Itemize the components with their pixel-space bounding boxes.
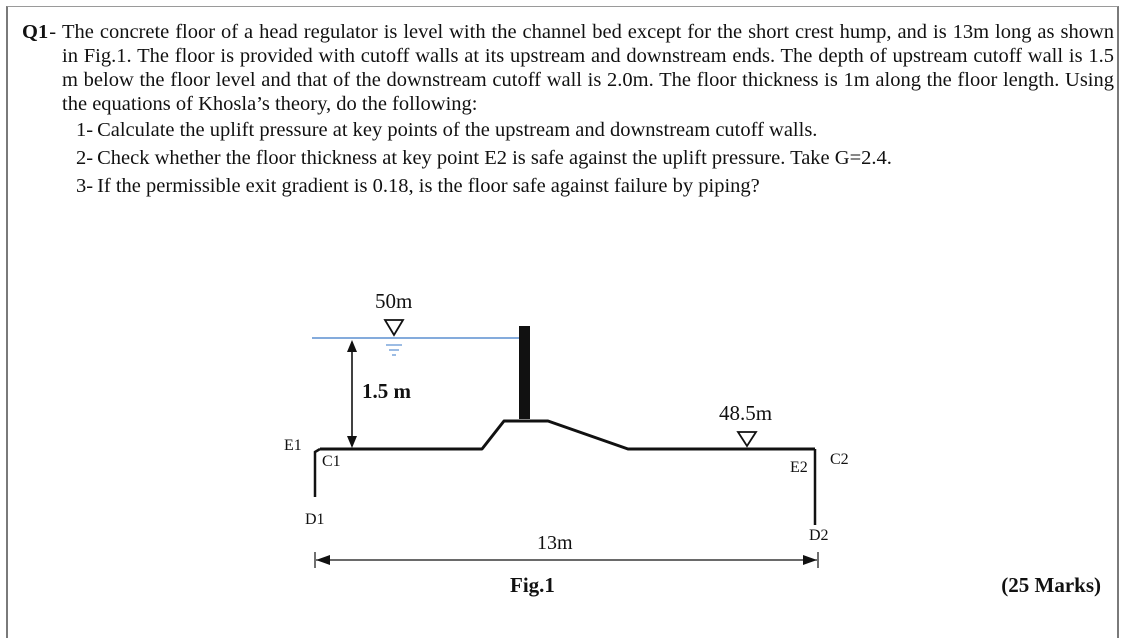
- point-d1-label: D1: [305, 511, 325, 528]
- task-text: Check whether the floor thickness at key point E2 is safe against the uplift pressure. Take G=2.4.: [97, 147, 892, 169]
- point-c2-label: C2: [830, 451, 849, 468]
- question-text: The concrete floor of a head regulator is level with the channel bed except for the short crest hump, and is 13m long as shown in Fig.1. The floor is provided with cutoff walls at its upstream and downstream ends. The depth of upstream cutoff wall is 1.5 m below the floor level and that of the downstream cutoff wall is 2.0m. The floor thickness is 1m along the floor length. Using the equations of Khosla’s theory, do the following:: [62, 21, 1114, 115]
- task-number: 2-: [76, 147, 94, 169]
- task-text: Calculate the uplift pressure at key points of the upstream and downstream cutoff walls.: [97, 119, 818, 141]
- point-d2-label: D2: [809, 527, 829, 544]
- task-text: If the permissible exit gradient is 0.18, is the floor safe against failure by piping?: [97, 175, 760, 197]
- upstream-cutoff-wall: [315, 449, 320, 497]
- downstream-level-symbol: [738, 432, 756, 446]
- task-number: 3-: [76, 175, 94, 197]
- length-arrow-left: [316, 555, 330, 565]
- upstream-level-label: 50m: [375, 289, 413, 313]
- marks-label: (25 Marks): [1001, 573, 1101, 597]
- task-number: 1-: [76, 119, 94, 141]
- question-label: Q1: [22, 21, 49, 43]
- question-dash: -: [49, 21, 57, 43]
- downstream-level-label: 48.5m: [719, 401, 773, 425]
- head-arrow-top: [347, 340, 357, 352]
- floor-length-label: 13m: [537, 532, 573, 554]
- head-label: 1.5 m: [362, 379, 411, 403]
- length-arrow-right: [803, 555, 817, 565]
- gate-pier: [519, 326, 530, 419]
- head-arrow-bottom: [347, 436, 357, 448]
- point-e1-label: E1: [284, 437, 302, 454]
- figure-caption: Fig.1: [510, 573, 555, 597]
- point-c1-label: C1: [322, 453, 341, 470]
- point-e2-label: E2: [790, 459, 808, 476]
